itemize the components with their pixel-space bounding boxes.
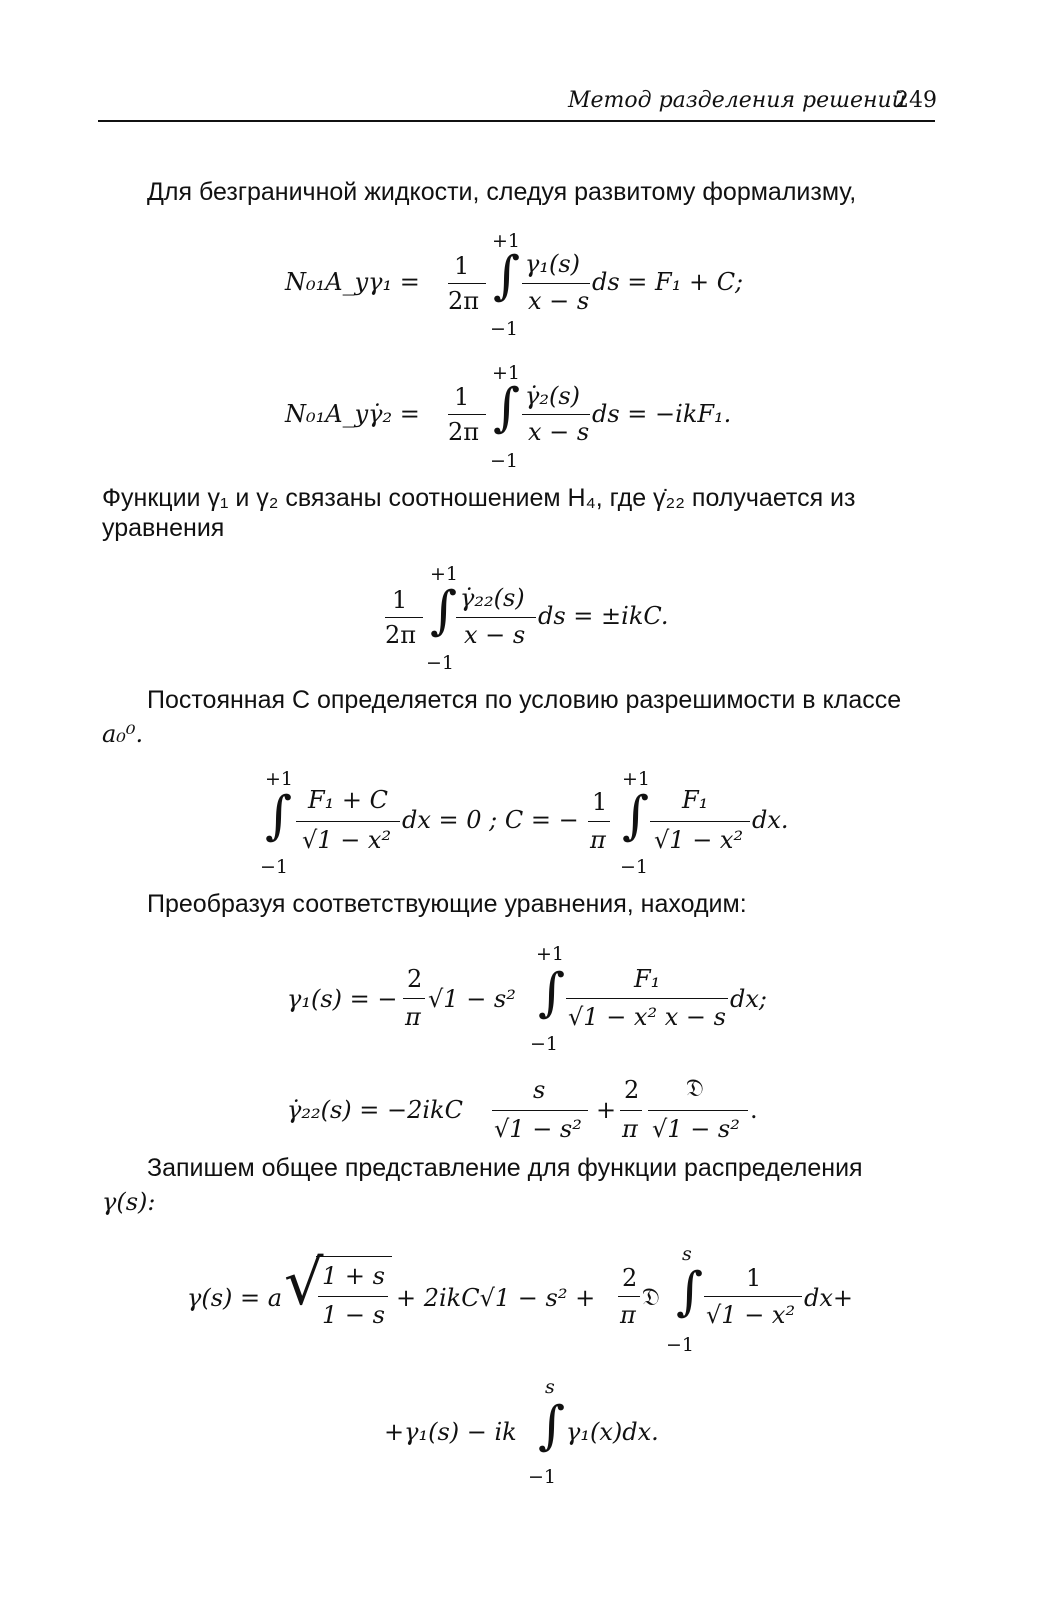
eq3-frac-one: 1 <box>392 586 408 614</box>
eq6-bar <box>492 1110 588 1111</box>
eq5-inner-bar <box>566 998 728 999</box>
eq5-frac-two: 2 <box>407 965 423 993</box>
eq3-inner-bar <box>456 617 536 618</box>
integral-sign-icon: ∫ <box>622 786 650 846</box>
eq8-lhs: +γ₁(s) − ik <box>384 1418 517 1446</box>
eq1-rhs: ds = F₁ + C; <box>592 268 744 296</box>
eq1-frac-bar <box>448 283 486 284</box>
integral-sign-icon: ∫ <box>538 963 566 1023</box>
eq3-frac-2pi: 2π <box>385 621 417 649</box>
eq6-D: 𝔇 <box>686 1074 704 1102</box>
eq4b-lower-limit: −1 <box>620 856 649 878</box>
eq4-inner-bar-2 <box>650 821 750 822</box>
eq3-frac-bar <box>385 617 423 618</box>
eq4b-upper-limit: +1 <box>622 768 651 790</box>
eq7-frac-bar-2 <box>618 1296 640 1297</box>
eq6-frac-two: 2 <box>624 1076 640 1104</box>
integral-sign-icon: ∫ <box>265 786 293 846</box>
eq5-end: dx; <box>730 985 767 1013</box>
eq1-frac-one: 1 <box>454 252 470 280</box>
eq2-rhs: ds = −ikF₁. <box>592 400 732 428</box>
eq6-lhs: γ̇₂₂(s) = −2ikC <box>287 1096 463 1124</box>
eq5-upper-limit: +1 <box>536 943 565 965</box>
eq4-upper-limit: +1 <box>265 768 294 790</box>
eq5-lower-limit: −1 <box>530 1033 559 1055</box>
eq6-plus: + <box>596 1096 617 1124</box>
eq7-sqrt-vinculum <box>316 1256 392 1257</box>
eq6-frac-bar <box>620 1110 642 1111</box>
eq7-denominator-2: √1 − x² <box>706 1301 796 1329</box>
paragraph-transform: Преобразуя соответствующие уравнения, находим: <box>147 890 747 918</box>
eq8-lower-limit: −1 <box>528 1466 557 1488</box>
eq2-frac-one: 1 <box>454 383 470 411</box>
eq8-upper-limit: s <box>545 1376 555 1398</box>
eq4-numerator: F₁ + C <box>308 786 389 814</box>
eq1-numerator: γ₁(s) <box>525 250 581 278</box>
gamma-s-label: γ(s): <box>102 1188 156 1216</box>
eq6-frac-pi: π <box>622 1115 638 1143</box>
eq4-frac-bar <box>588 821 610 822</box>
eq7-middle: + 2ikC√1 − s² + <box>396 1284 596 1312</box>
eq8-end: γ₁(x)dx. <box>566 1418 659 1446</box>
eq7-D: 𝔇 <box>642 1283 660 1311</box>
page-number: 249 <box>895 88 937 113</box>
eq4-end: dx. <box>752 806 789 834</box>
eq1-frac-2pi: 2π <box>448 287 480 315</box>
eq5-frac-bar <box>403 998 425 999</box>
paragraph-constant: Постоянная C определяется по условию разрешимости в классе <box>147 686 902 714</box>
eq2-lhs: N₀₁A_yγ̇₂ = <box>285 400 420 428</box>
class-a00: a₀⁰. <box>102 720 144 748</box>
eq7-num-one: 1 <box>746 1264 762 1292</box>
integral-sign-icon: ∫ <box>493 378 521 438</box>
eq4-numerator-2: F₁ <box>682 786 709 814</box>
eq5-sqrt: √1 − s² <box>428 985 516 1013</box>
eq2-denominator: x − s <box>528 418 590 446</box>
integral-sign-icon: ∫ <box>493 246 521 306</box>
eq3-lower-limit: −1 <box>426 652 455 674</box>
eq4-frac-one: 1 <box>592 788 608 816</box>
eq3-numerator: γ̇₂₂(s) <box>460 584 525 612</box>
eq2-frac-2pi: 2π <box>448 418 480 446</box>
integral-sign-icon: ∫ <box>538 1396 566 1456</box>
eq4-lower-limit: −1 <box>260 856 289 878</box>
eq7-end: dx+ <box>804 1284 854 1312</box>
eq3-denominator: x − s <box>464 621 526 649</box>
eq5-numerator: F₁ <box>634 965 661 993</box>
eq4-frac-pi: π <box>590 826 606 854</box>
eq3-upper-limit: +1 <box>430 563 459 585</box>
eq7-denominator: 1 − s <box>322 1301 385 1329</box>
eq7-numerator: 1 + s <box>322 1262 385 1290</box>
header-rule <box>98 120 935 122</box>
eq4-middle: dx = 0 ; C = − <box>402 806 579 834</box>
eq7-inner-bar <box>704 1296 802 1297</box>
eq6-numerator: s <box>533 1076 546 1104</box>
eq7-upper-limit: s <box>682 1243 692 1265</box>
eq6-end: . <box>750 1096 758 1124</box>
eq6-bar-2 <box>648 1110 748 1111</box>
eq5-denominator: √1 − x² x − s <box>568 1003 726 1031</box>
eq5-lhs: γ₁(s) = − <box>287 985 398 1013</box>
eq1-lower-limit: −1 <box>490 318 519 340</box>
eq7-frac-bar <box>318 1296 388 1297</box>
eq3-rhs: ds = ±ikC. <box>538 602 669 630</box>
eq5-frac-pi: π <box>405 1003 421 1031</box>
integral-sign-icon: ∫ <box>676 1262 704 1322</box>
eq7-frac-pi: π <box>620 1301 636 1329</box>
running-header-title: Метод разделения решений <box>568 88 906 113</box>
eq7-lower-limit: −1 <box>666 1334 695 1356</box>
eq4-denominator-2: √1 − x² <box>654 826 744 854</box>
eq7-frac-two: 2 <box>622 1264 638 1292</box>
paragraph-intro: Для безграничной жидкости, следуя развитому формализму, <box>147 178 857 206</box>
sqrt-sign-icon: √ <box>284 1246 324 1319</box>
eq4-inner-bar <box>296 821 400 822</box>
eq1-lhs: N₀₁A_yγ₁ = <box>285 268 420 296</box>
eq2-inner-bar <box>522 414 590 415</box>
eq7-lhs: γ(s) = a <box>187 1284 283 1312</box>
integral-sign-icon: ∫ <box>430 581 458 641</box>
paragraph-functions: Функции γ₁ и γ₂ связаны соотношением H₄, где γ̇₂₂ получается из <box>102 484 856 512</box>
eq2-upper-limit: +1 <box>492 362 521 384</box>
eq6-denominator: √1 − s² <box>494 1115 582 1143</box>
eq4-denominator: √1 − x² <box>302 826 392 854</box>
paragraph-functions-cont: уравнения <box>102 514 225 542</box>
eq1-inner-bar <box>522 283 590 284</box>
eq2-numerator: γ̇₂(s) <box>525 382 581 410</box>
eq1-denominator: x − s <box>528 287 590 315</box>
eq2-lower-limit: −1 <box>490 450 519 472</box>
eq1-upper-limit: +1 <box>492 230 521 252</box>
eq6-denominator-2: √1 − s² <box>652 1115 740 1143</box>
paragraph-general: Запишем общее представление для функции распределения <box>147 1154 863 1182</box>
eq2-frac-bar <box>448 414 486 415</box>
